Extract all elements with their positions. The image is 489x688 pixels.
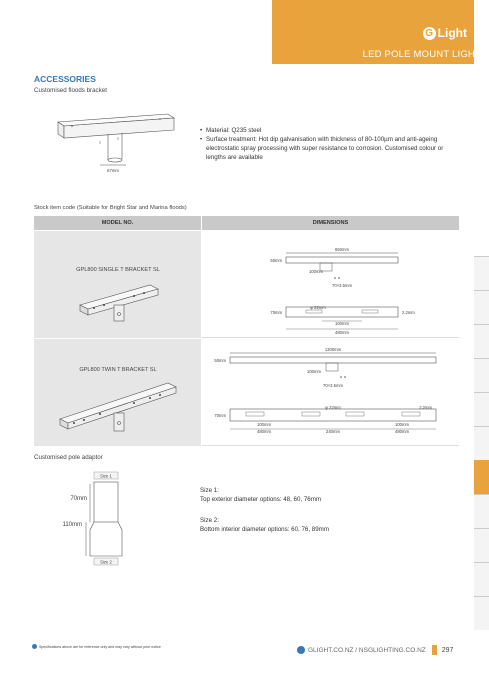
- dim-bottom-left: 70mm: [270, 310, 282, 315]
- bracket-dim-label: 67mm: [107, 168, 119, 173]
- section-title: ACCESSORIES: [34, 74, 96, 84]
- bracket-drawing: [50, 108, 180, 178]
- side-tab[interactable]: [474, 256, 489, 290]
- adaptor-label: Customised pole adaptor: [34, 454, 103, 461]
- page-number: 297: [441, 646, 454, 654]
- page-marker: [432, 645, 437, 655]
- side-tab[interactable]: [474, 596, 489, 630]
- twin-bracket-image: [54, 379, 184, 441]
- stock-table: [34, 216, 459, 446]
- page-title: LED POLE MOUNT LIGHT: [362, 49, 481, 60]
- size2-text: Bottom interior diameter options: 60, 76, 89mm: [200, 525, 329, 533]
- dim-bottom-mid: φ 22mm: [325, 405, 341, 410]
- size2-block: [200, 517, 329, 534]
- model-cell: [34, 339, 202, 446]
- bullet-surface: • Surface treatment: Hot dip galvanisation with thickness of 80-100µm and anti-ageing electrostatic spray processing with super resistance to corrosion. Customised colour or lengths are available: [200, 135, 450, 162]
- side-tab[interactable]: [474, 324, 489, 358]
- footer-note: [32, 644, 161, 649]
- side-tab[interactable]: [474, 426, 489, 460]
- dim-total-mid: 240mm: [326, 429, 340, 434]
- dim-slot: 70×3.5mm: [332, 283, 352, 288]
- dim-top: 70mm: [70, 496, 87, 502]
- globe-icon: [297, 646, 305, 654]
- side-tab[interactable]: [474, 494, 489, 528]
- dim-height: 50mm: [214, 358, 226, 363]
- table-row: [34, 338, 459, 446]
- dim-height: 50mm: [270, 258, 282, 263]
- dim-total-left: 480mm: [257, 429, 271, 434]
- side-tab[interactable]: [474, 392, 489, 426]
- model-name: GPL800 SINGLE T BRACKET SL: [76, 267, 160, 273]
- dim-bottom-total: 480mm: [335, 330, 349, 335]
- brand-logo: [423, 26, 467, 40]
- col-dimensions: DIMENSIONS: [312, 220, 349, 226]
- dim-bottom-span: 100mm: [335, 321, 349, 326]
- col-model: MODEL NO.: [34, 216, 202, 230]
- model-name: GPL800 TWIN T BRACKET SL: [79, 367, 157, 373]
- dim-bottom-right: 2.2mm: [402, 310, 415, 315]
- single-bracket-image: [74, 281, 164, 331]
- size2-title: Size 2:: [200, 517, 219, 524]
- size1-block: [200, 487, 321, 504]
- size2-tag: Size 2: [100, 559, 112, 565]
- dimensions-cell: [202, 231, 459, 338]
- table-header: [34, 216, 459, 230]
- side-tab[interactable]: [474, 358, 489, 392]
- twin-bracket-dimensions: [202, 339, 459, 447]
- dim-bottom-mid: φ 22mm: [310, 305, 326, 310]
- model-cell: [34, 231, 202, 338]
- website-text[interactable]: GLIGHT.CO.NZ / NSGLIGHTING.CO.NZ: [308, 646, 426, 654]
- dim-span-left: 100mm: [257, 422, 271, 427]
- logo-text: Light: [437, 26, 467, 40]
- side-tab[interactable]: [474, 528, 489, 562]
- side-tab-active[interactable]: [474, 460, 489, 494]
- logo-g-icon: G: [423, 27, 436, 40]
- table-row: [34, 230, 459, 338]
- bracket-subtitle: Customised floods bracket: [34, 87, 107, 94]
- dim-pole: 100mm: [309, 269, 323, 274]
- size1-text: Top exterior diameter options: 48, 60, 76mm: [200, 495, 322, 503]
- dim-bottom-right: 2.2mm: [419, 405, 432, 410]
- dim-bottom-left: 70mm: [214, 413, 226, 418]
- bullet-material: • Material: Q235 steel: [200, 126, 450, 135]
- size1-tag: Size 1: [100, 473, 112, 479]
- dim-bottom: 110mm: [62, 522, 82, 528]
- dim-slot: 70×3.5mm: [323, 383, 343, 388]
- dimensions-cell: [202, 339, 459, 446]
- size1-title: Size 1:: [200, 487, 219, 494]
- dim-pole: 100mm: [307, 369, 321, 374]
- adaptor-drawing: [56, 470, 146, 570]
- dim-length: 1300mm: [324, 347, 342, 352]
- stock-label: Stock item code (Suitable for Bright Star and Marina floods): [34, 205, 187, 211]
- spec-bullets: [200, 126, 450, 162]
- footer-note-text: Specifications above are for reference only and may vary without prior notice: [39, 644, 161, 649]
- dim-length: 650mm: [335, 247, 349, 252]
- side-tab[interactable]: [474, 290, 489, 324]
- dim-total-right: 480mm: [395, 429, 409, 434]
- single-bracket-dimensions: [202, 231, 459, 339]
- footer-website[interactable]: [297, 645, 453, 655]
- side-tab[interactable]: [474, 562, 489, 596]
- dim-span-right: 100mm: [395, 422, 409, 427]
- info-icon: [32, 644, 37, 649]
